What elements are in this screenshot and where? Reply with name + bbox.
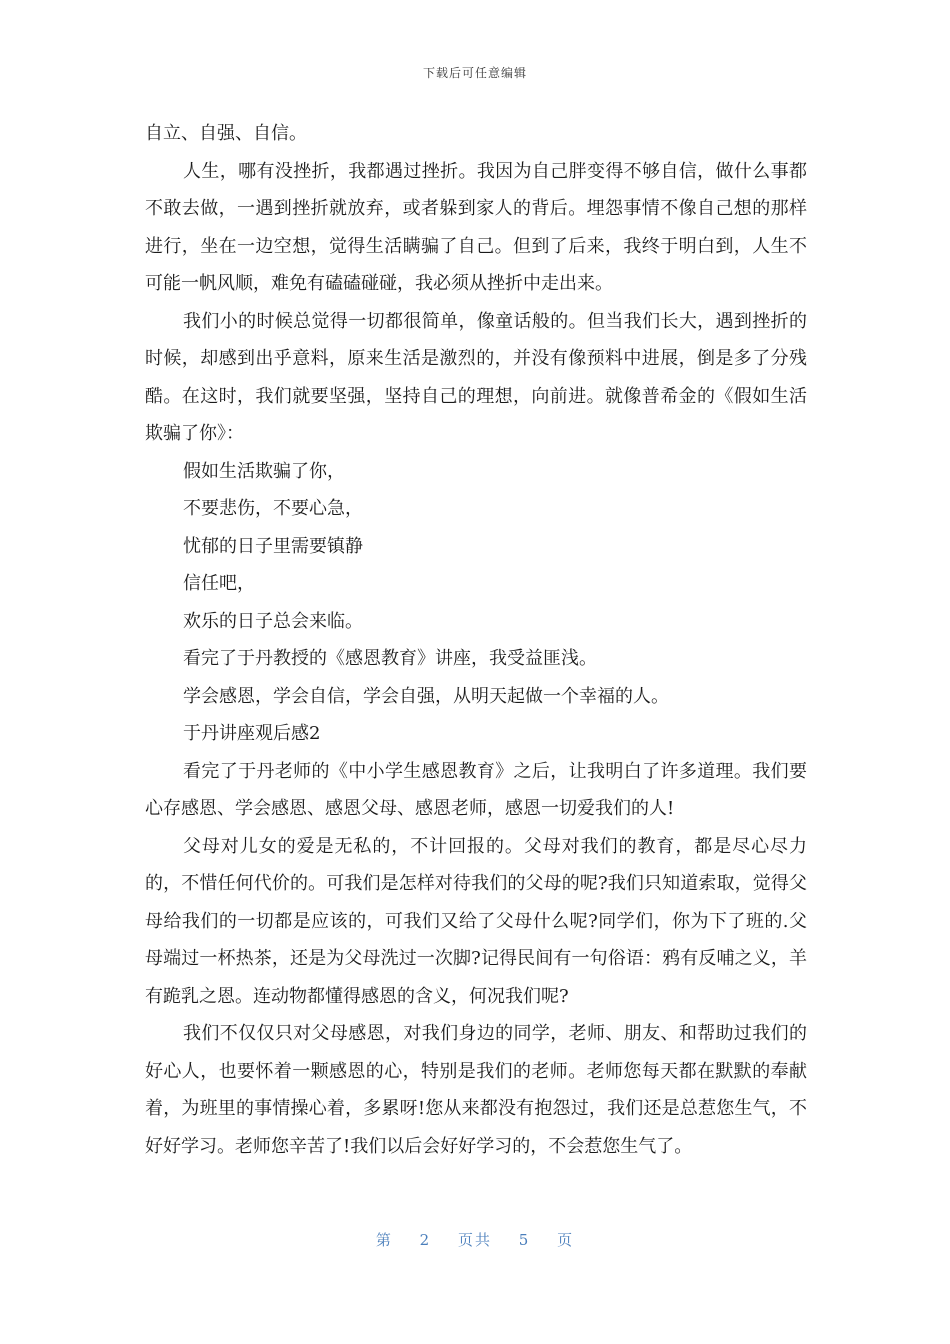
footer-label-end: 页: [557, 1231, 575, 1249]
paragraph: 父母对儿女的爱是无私的，不计回报的。父母对我们的教育，都是尽心尽力的，不惜任何代价的。可我们是怎样对待我们的父母的呢?我们只知道索取，觉得父母给我们的一切都是应该的，可我们又给了父母什么呢?同学们，你为下了班的.父母端过一杯热茶，还是为父母洗过一次脚?记得民间有一句俗语：鸦有反哺之义，羊有跪乳之恩。连动物都懂得感恩的含义，何况我们呢?: [145, 835, 807, 1007]
poem-line: 不要悲伤，不要心急，: [183, 498, 363, 519]
section-title: 于丹讲座观后感2: [183, 723, 321, 744]
paragraph: 看完了于丹教授的《感恩教育》讲座，我受益匪浅。: [183, 648, 597, 669]
poem-line: 忧郁的日子里需要镇静: [183, 535, 363, 557]
footer-current-page: 2: [419, 1231, 432, 1249]
poem-line: 假如生活欺骗了你，: [183, 460, 345, 482]
poem-line: 信任吧，: [183, 573, 255, 594]
paragraph: 人生，哪有没挫折，我都遇过挫折。我因为自己胖变得不够自信，做什么事都不敢去做，一遇到挫折就放弃，或者躲到家人的背后。埋怨事情不像自己想的那样进行，坐在一边空想，觉得生活瞒骗了自己。但到了后来，我终于明白到，人生不可能一帆风顺，难免有磕磕碰碰，我必须从挫折中走出来。: [145, 160, 807, 294]
paragraph: 自立、自强、自信。: [145, 123, 307, 144]
footer-total-pages: 5: [518, 1231, 531, 1249]
paragraph: 学会感恩，学会自信，学会自强，从明天起做一个幸福的人。: [183, 685, 669, 707]
footer-label-of: 页共: [457, 1231, 492, 1249]
page-header: 下载后可任意编辑: [422, 66, 527, 80]
poem-line: 欢乐的日子总会来临。: [183, 610, 363, 632]
paragraph: 看完了于丹老师的《中小学生感恩教育》之后，让我明白了许多道理。我们要心存感恩、学会感恩、感恩父母、感恩老师，感恩一切爱我们的人!: [145, 760, 807, 819]
document-body: [145, 115, 807, 1165]
paragraph: 我们不仅仅只对父母感恩，对我们身边的同学，老师、朋友、和帮助过我们的好心人，也要怀着一颗感恩的心，特别是我们的老师。老师您每天都在默默的奉献着，为班里的事情操心着，多累呀!您从来都没有抱怨过，我们还是总惹您生气，不好好学习。老师您辛苦了!我们以后会好好学习的，不会惹您生气了。: [145, 1023, 807, 1157]
footer-label-page: 第: [375, 1231, 393, 1249]
page-footer: [0, 1229, 950, 1250]
paragraph: 我们小的时候总觉得一切都很简单，像童话般的。但当我们长大，遇到挫折的时候，却感到出乎意料，原来生活是激烈的，并没有像预料中进展，倒是多了分残酷。在这时，我们就要坚强，坚持自己的理想，向前进。就像普希金的《假如生活欺骗了你》：: [145, 310, 807, 444]
